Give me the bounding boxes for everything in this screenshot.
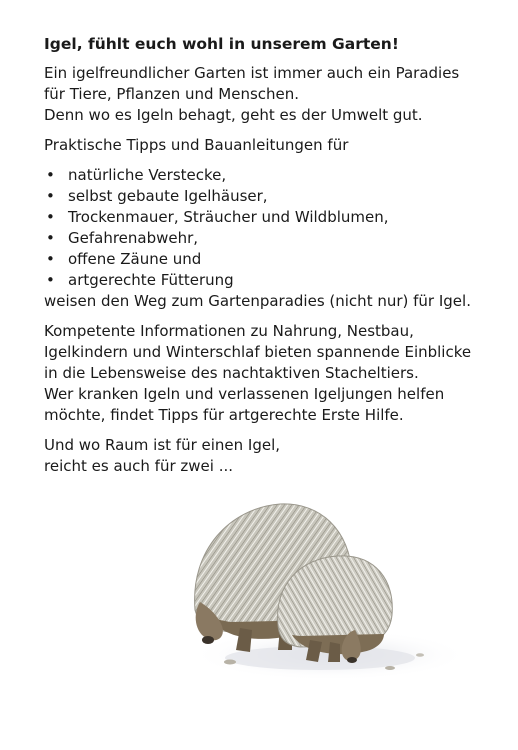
intro-line: Ein igelfreundlicher Garten ist immer auch ein Paradies [44,64,460,82]
intro-line: Denn wo es Igeln behagt, geht es der Umwelt gut. [44,106,423,124]
list-item [44,186,484,207]
info-line: in die Lebensweise des nachtaktiven Stacheltiers. [44,364,419,382]
list-item-text: selbst gebaute Igelhäuser, [68,187,268,205]
list-item [44,165,484,186]
intro-line: für Tiere, Pflanzen und Menschen. [44,85,300,103]
info-line: Kompetente Informationen zu Nahrung, Nestbau, [44,322,414,340]
bullet-icon: • [46,229,55,247]
bullet-icon: • [46,187,55,205]
list-item-text: natürliche Verstecke, [68,166,227,184]
intro-paragraph [44,63,484,126]
text-column [44,34,484,486]
list-item [44,207,484,228]
info-line: möchte, findet Tipps für artgerechte Erste Hilfe. [44,406,404,424]
tips-heading: Praktische Tipps und Bauanleitungen für [44,136,349,154]
two-hedgehogs-illustration [170,490,470,690]
bullet-icon: • [46,250,55,268]
info-paragraph [44,321,484,426]
info-line: Igelkindern und Winterschlaf bieten spannende Einblicke [44,343,472,361]
list-item-text: Gefahrenabwehr, [68,229,199,247]
info-line: Wer kranken Igeln und verlassenen Igeljungen helfen [44,385,445,403]
tips-list [44,165,484,291]
page-title: Igel, fühlt euch wohl in unserem Garten! [44,35,399,53]
list-item-text: offene Zäune und [68,250,202,268]
list-item [44,228,484,249]
list-item-text: Trockenmauer, Sträucher und Wildblumen, [68,208,389,226]
list-item [44,249,484,270]
closing-paragraph [44,435,484,477]
closing-line: Und wo Raum ist für einen Igel, [44,436,281,454]
list-item-text: artgerechte Fütterung [68,271,234,289]
bullet-icon: • [46,166,55,184]
tips-closing: weisen den Weg zum Gartenparadies (nicht nur) für Igel. [44,292,471,310]
tips-paragraph [44,135,484,156]
closing-line: reicht es auch für zwei ... [44,457,234,475]
bullet-icon: • [46,208,55,226]
bullet-icon: • [46,271,55,289]
list-item [44,270,484,291]
hedgehog-drawing [170,490,470,690]
